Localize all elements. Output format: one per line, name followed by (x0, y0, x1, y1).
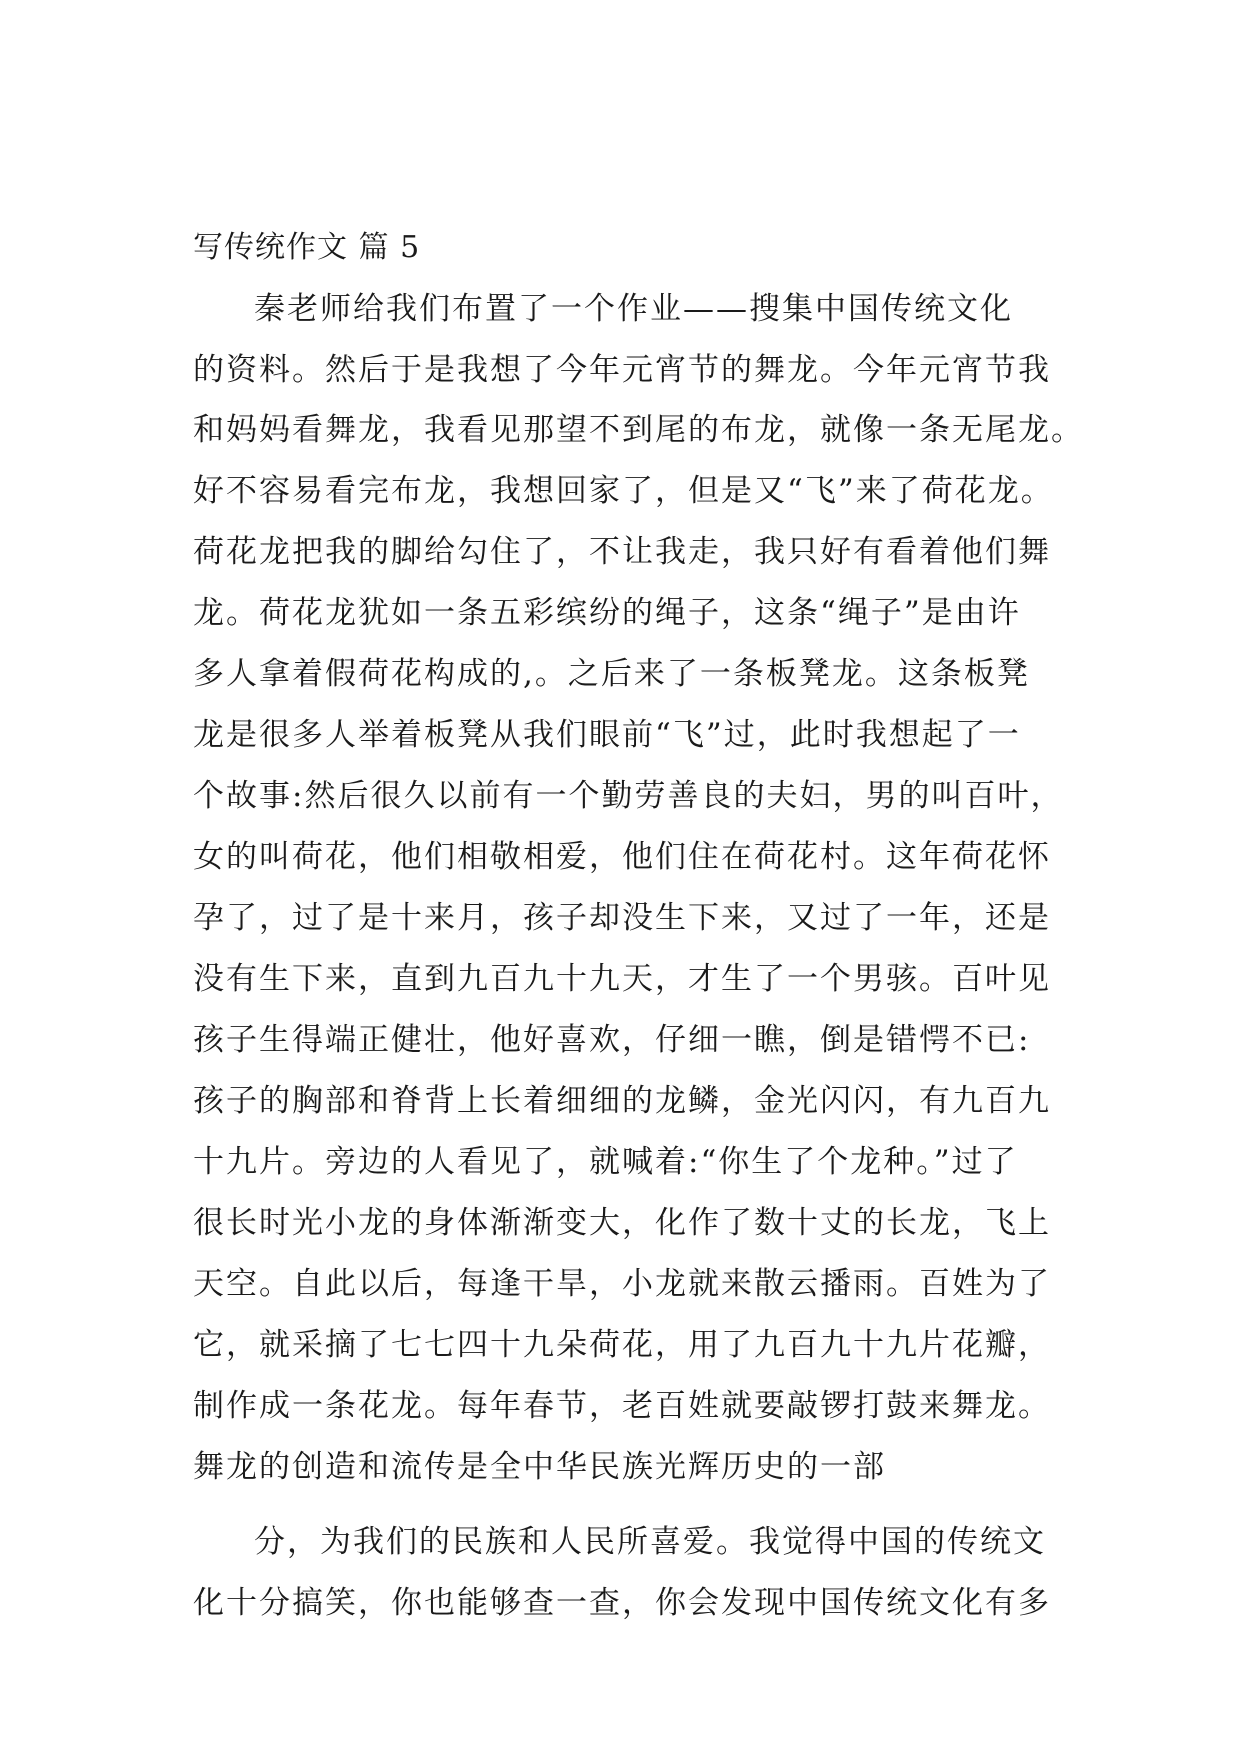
paragraph-line: 个故事:然后很久以前有一个勤劳善良的夫妇，男的叫百叶， (193, 778, 1064, 814)
paragraph-line: 没有生下来，直到九百九十九天，才生了一个男骇。百叶见 (193, 961, 1051, 997)
paragraph-line: 十九片。旁边的人看见了，就喊着:“你生了个龙种。”过了 (193, 1144, 1018, 1180)
paragraph-line: 龙。荷花龙犹如一条五彩缤纷的绳子，这条“绳子”是由许 (193, 595, 1021, 631)
paragraph-line: 舞龙的创造和流传是全中华民族光辉历史的一部 (193, 1449, 886, 1485)
paragraph-line: 制作成一条花龙。每年春节，老百姓就要敲锣打鼓来舞龙。 (193, 1388, 1051, 1424)
paragraph-line: 孩子的胸部和脊背上长着细细的龙鳞，金光闪闪，有九百九 (193, 1083, 1051, 1119)
paragraph-line: 女的叫荷花，他们相敬相爱，他们住在荷花村。这年荷花怀 (193, 839, 1051, 875)
document-title: 写传统作文 篇 5 (193, 230, 421, 265)
paragraph-line: 荷花龙把我的脚给勾住了，不让我走，我只好有看着他们舞 (193, 534, 1051, 570)
paragraph-line: 的资料。然后于是我想了今年元宵节的舞龙。今年元宵节我 (193, 352, 1051, 388)
paragraph-line: 和妈妈看舞龙，我看见那望不到尾的布龙，就像一条无尾龙。 (193, 412, 1084, 448)
paragraph-line: 多人拿着假荷花构成的,。之后来了一条板凳龙。这条板凳 (193, 656, 1030, 692)
paragraph-line: 秦老师给我们布置了一个作业——搜集中国传统文化 (254, 291, 1013, 327)
paragraph-line: 好不容易看完布龙，我想回家了，但是又“飞”来了荷花龙。 (193, 473, 1054, 509)
paragraph-line: 孩子生得端正健壮，他好喜欢，仔细一瞧，倒是错愕不已: (193, 1022, 1031, 1058)
paragraph-line: 天空。自此以后，每逢干旱，小龙就来散云播雨。百姓为了 (193, 1266, 1051, 1302)
paragraph-line: 龙是很多人举着板凳从我们眼前“飞”过，此时我想起了一 (193, 717, 1021, 753)
paragraph-line: 化十分搞笑，你也能够查一查，你会发现中国传统文化有多 (193, 1585, 1051, 1621)
paragraph-line: 孕了，过了是十来月，孩子却没生下来，又过了一年，还是 (193, 900, 1051, 936)
paragraph-line: 很长时光小龙的身体渐渐变大，化作了数十丈的长龙，飞上 (193, 1205, 1051, 1241)
paragraph-line: 它，就采摘了七七四十九朵荷花，用了九百九十九片花瓣， (193, 1327, 1051, 1363)
paragraph-line: 分，为我们的民族和人民所喜爱。我觉得中国的传统文 (254, 1524, 1046, 1560)
